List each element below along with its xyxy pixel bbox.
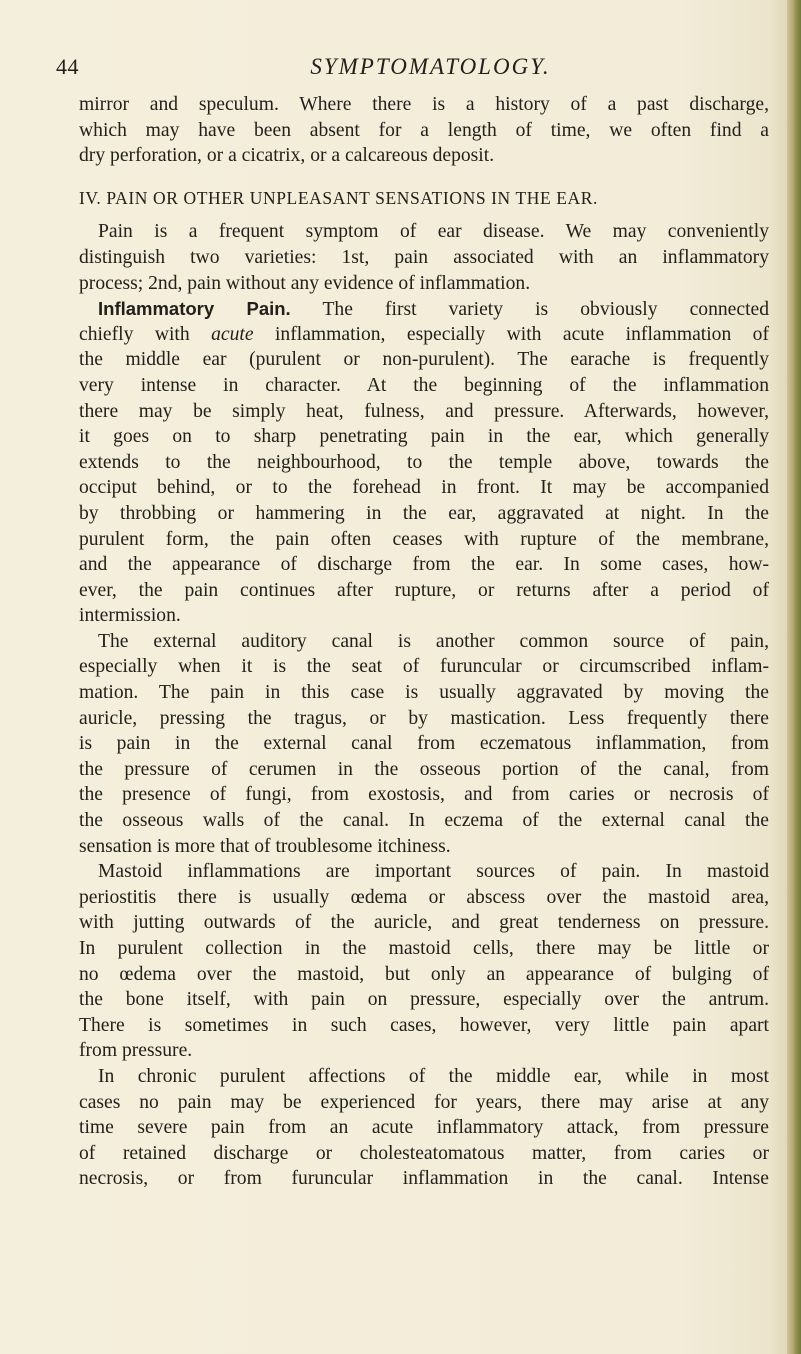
intro-paragraph bbox=[79, 92, 769, 169]
text-line: especially when it is the seat of furuncular or circumscribed inflam- bbox=[79, 656, 769, 678]
text-line: by throbbing or hammering in the ear, aggravated at night. In the bbox=[79, 502, 769, 524]
emphasis-acute: acute bbox=[211, 323, 254, 345]
text-line: distinguish two varieties: 1st, pain associated with an inflammatory bbox=[79, 246, 769, 268]
text-line: it goes on to sharp penetrating pain in the ear, which generally bbox=[79, 426, 769, 448]
paragraph-chronic-purulent bbox=[79, 1064, 769, 1192]
text-line: the pressure of cerumen in the osseous portion of the canal, from bbox=[79, 758, 769, 780]
text-line: Pain is a frequent symptom of ear disease. We may conveniently bbox=[98, 221, 769, 243]
paragraph-external-canal bbox=[79, 629, 769, 859]
text-line: is pain in the external canal from eczematous inflammation, from bbox=[79, 733, 769, 755]
paragraph-pain-varieties bbox=[79, 219, 769, 296]
text-line: periostitis there is usually œdema or abscess over the mastoid area, bbox=[79, 886, 769, 908]
page-number: 44 bbox=[56, 54, 79, 79]
text-line: auricle, pressing the tragus, or by mastication. Less frequently there bbox=[79, 707, 769, 729]
text-line: mation. The pain in this case is usually aggravated by moving the bbox=[79, 682, 769, 704]
text-line: time severe pain from an acute inflammatory attack, from pressure bbox=[79, 1117, 769, 1139]
text-line: extends to the neighbourhood, to the temple above, towards the bbox=[79, 451, 769, 473]
text-line: intermission. bbox=[79, 605, 181, 627]
text-line: ever, the pain continues after rupture, or returns after a period of bbox=[79, 579, 769, 601]
text-line: In chronic purulent affections of the middle ear, while in most bbox=[98, 1065, 769, 1087]
text-line: mirror and speculum. Where there is a history of a past discharge, bbox=[79, 94, 769, 115]
inflammatory-pain-heading: Inflammatory Pain. bbox=[98, 298, 291, 320]
text-line: with jutting outwards of the auricle, and great tenderness on pressure. bbox=[79, 912, 769, 934]
text-line: In purulent collection in the mastoid cells, there may be little or bbox=[79, 938, 769, 959]
text-line: purulent form, the pain often ceases with rupture of the membrane, bbox=[79, 528, 769, 550]
text-line: very intense in character. At the beginning of the inflammation bbox=[79, 374, 769, 396]
text-line: necrosis, or from furuncular inflammation in the canal. Intense bbox=[79, 1168, 769, 1190]
text-line: sensation is more that of troublesome itchiness. bbox=[79, 835, 451, 857]
text-line: from pressure. bbox=[79, 1040, 193, 1062]
text-line: there may be simply heat, fulness, and pressure. Afterwards, however, bbox=[79, 400, 769, 422]
text-line: no œdema over the mastoid, but only an appearance of bulging of bbox=[79, 963, 769, 985]
text-line: the middle ear (purulent or non-purulent). The earache is frequently bbox=[79, 349, 769, 371]
text-line: the presence of fungi, from exostosis, and from caries or necrosis of bbox=[79, 784, 769, 806]
text-line: Inflammatory Pain. The first variety is obviously connected bbox=[98, 298, 770, 321]
text-line: process; 2nd, pain without any evidence of inflammation. bbox=[79, 272, 531, 294]
running-head: SYMPTOMATOLOGY. bbox=[310, 54, 551, 79]
paragraph-mastoid bbox=[79, 859, 769, 1064]
text-line: occiput behind, or to the forehead in front. It may be accompanied bbox=[79, 477, 769, 499]
text-line: The external auditory canal is another common source of pain, bbox=[98, 630, 769, 652]
paragraph-inflammatory-pain bbox=[79, 296, 769, 629]
section-heading: IV. PAIN OR OTHER UNPLEASANT SENSATIONS IN THE EAR. bbox=[79, 187, 599, 208]
text-line: the osseous walls of the canal. In eczema of the external canal the bbox=[79, 810, 769, 832]
text-line: the bone itself, with pain on pressure, especially over the antrum. bbox=[79, 989, 769, 1011]
text-line: Mastoid inflammations are important sources of pain. In mastoid bbox=[98, 861, 769, 883]
text-line: cases no pain may be experienced for years, there may arise at any bbox=[79, 1091, 769, 1113]
text-line: which may have been absent for a length of time, we often find a bbox=[79, 119, 769, 141]
body-text bbox=[79, 92, 769, 1192]
text-line: and the appearance of discharge from the ear. In some cases, how- bbox=[79, 554, 769, 576]
text-line: of retained discharge or cholesteatomatous matter, from caries or bbox=[79, 1142, 769, 1164]
text-line: dry perforation, or a cicatrix, or a calcareous deposit. bbox=[79, 145, 495, 167]
text-line: chiefly with acute inflammation, especially with acute inflammation of bbox=[79, 323, 770, 345]
page-edge bbox=[787, 0, 801, 1354]
text-line: There is sometimes in such cases, however, very little pain apart bbox=[79, 1014, 769, 1036]
